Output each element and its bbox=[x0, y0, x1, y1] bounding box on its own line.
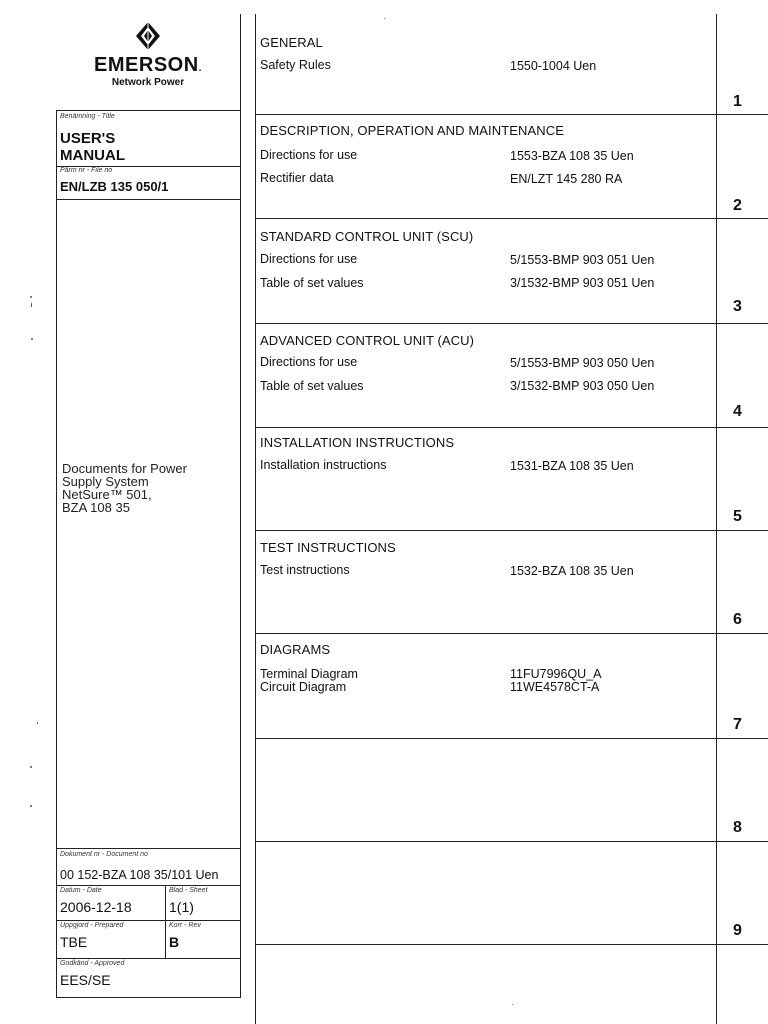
section-number: 6 bbox=[733, 611, 742, 628]
section-row-label: Directions for use bbox=[260, 355, 358, 369]
scan-speck bbox=[30, 766, 32, 768]
section-row-label: Installation instructions bbox=[260, 458, 387, 472]
section-number: 5 bbox=[733, 508, 742, 525]
sheet-value: 1(1) bbox=[169, 899, 194, 915]
section-row-label: Table of set values bbox=[260, 379, 364, 393]
section-row-code: 11WE4578CT-A bbox=[510, 680, 600, 694]
section-title: DIAGRAMS bbox=[260, 642, 331, 657]
prepared-value: TBE bbox=[60, 934, 88, 950]
scan-speck bbox=[30, 296, 32, 298]
logo-subtitle: Network Power bbox=[111, 77, 185, 88]
section-row-label: Directions for use bbox=[260, 252, 358, 266]
section-number: 1 bbox=[733, 93, 742, 110]
section-number: 9 bbox=[733, 922, 742, 939]
section-row-label: Directions for use bbox=[260, 148, 358, 162]
date-caption: Datum - Date bbox=[60, 887, 102, 894]
section-row-code: 1532-BZA 108 35 Uen bbox=[510, 564, 634, 578]
file-caption: Pärm nr - File no bbox=[60, 167, 113, 174]
emerson-emblem-icon bbox=[136, 22, 160, 52]
logo-brand: EMERSON bbox=[94, 54, 199, 76]
section-row-code: 5/1553-BMP 903 050 Uen bbox=[510, 356, 655, 370]
section-row-code: EN/LZT 145 280 RA bbox=[510, 172, 623, 186]
section-title: GENERAL bbox=[260, 35, 323, 50]
document-description: Documents for Power Supply System NetSure™ 501, BZA 108 35 bbox=[62, 461, 187, 515]
section-row-label: Table of set values bbox=[260, 276, 364, 290]
title-line-2: MANUAL bbox=[60, 147, 125, 164]
emerson-logo bbox=[60, 22, 236, 92]
revision-caption: Korr - Rev bbox=[169, 922, 201, 929]
section-title: INSTALLATION INSTRUCTIONS bbox=[260, 435, 455, 450]
revision-value: B bbox=[169, 934, 180, 950]
scan-speck bbox=[31, 303, 32, 307]
document-number: 00 152-BZA 108 35/101 Uen bbox=[60, 868, 219, 882]
approved-value: EES/SE bbox=[60, 972, 111, 988]
section-row-code: 1531-BZA 108 35 Uen bbox=[510, 459, 634, 473]
scan-speck bbox=[512, 1004, 513, 1005]
section-title: TEST INSTRUCTIONS bbox=[260, 540, 396, 555]
date-value: 2006-12-18 bbox=[60, 899, 132, 915]
section-title: STANDARD CONTROL UNIT (SCU) bbox=[260, 229, 474, 244]
approved-caption: Godkänd - Approved bbox=[60, 960, 125, 967]
section-row-code: 5/1553-BMP 903 051 Uen bbox=[510, 253, 655, 267]
section-title: DESCRIPTION, OPERATION AND MAINTENANCE bbox=[260, 123, 565, 138]
section-number: 2 bbox=[733, 197, 742, 214]
section-title: ADVANCED CONTROL UNIT (ACU) bbox=[260, 333, 475, 348]
section-number: 3 bbox=[733, 298, 742, 315]
section-row-label: Rectifier data bbox=[260, 171, 334, 185]
section-row-label: Terminal Diagram bbox=[260, 667, 358, 681]
section-number: 7 bbox=[733, 716, 742, 733]
section-row-code: 1553-BZA 108 35 Uen bbox=[510, 149, 634, 163]
section-row-code: 1550-1004 Uen bbox=[510, 59, 597, 73]
section-row-label: Circuit Diagram bbox=[260, 680, 347, 694]
title-caption: Benämning - Title bbox=[60, 113, 115, 120]
section-row-label: Test instructions bbox=[260, 563, 350, 577]
scan-speck bbox=[30, 805, 32, 807]
document-number-caption: Dokument nr - Document no bbox=[60, 851, 148, 858]
title-line-1: USER'S bbox=[60, 130, 116, 147]
section-number: 8 bbox=[733, 819, 742, 836]
file-number: EN/LZB 135 050/1 bbox=[60, 179, 169, 194]
section-number: 4 bbox=[733, 403, 742, 420]
section-row-code: 11FU7996QU_A bbox=[510, 667, 602, 681]
scan-speck bbox=[31, 338, 33, 340]
logo-mark: . bbox=[198, 63, 202, 74]
sheet-caption: Blad - Sheet bbox=[169, 887, 208, 894]
section-row-code: 3/1532-BMP 903 050 Uen bbox=[510, 379, 655, 393]
section-row-code: 3/1532-BMP 903 051 Uen bbox=[510, 276, 655, 290]
scan-speck bbox=[37, 722, 38, 724]
prepared-caption: Uppgjord - Prepared bbox=[60, 922, 124, 929]
section-row-label: Safety Rules bbox=[260, 58, 331, 72]
scan-speck bbox=[384, 18, 385, 19]
